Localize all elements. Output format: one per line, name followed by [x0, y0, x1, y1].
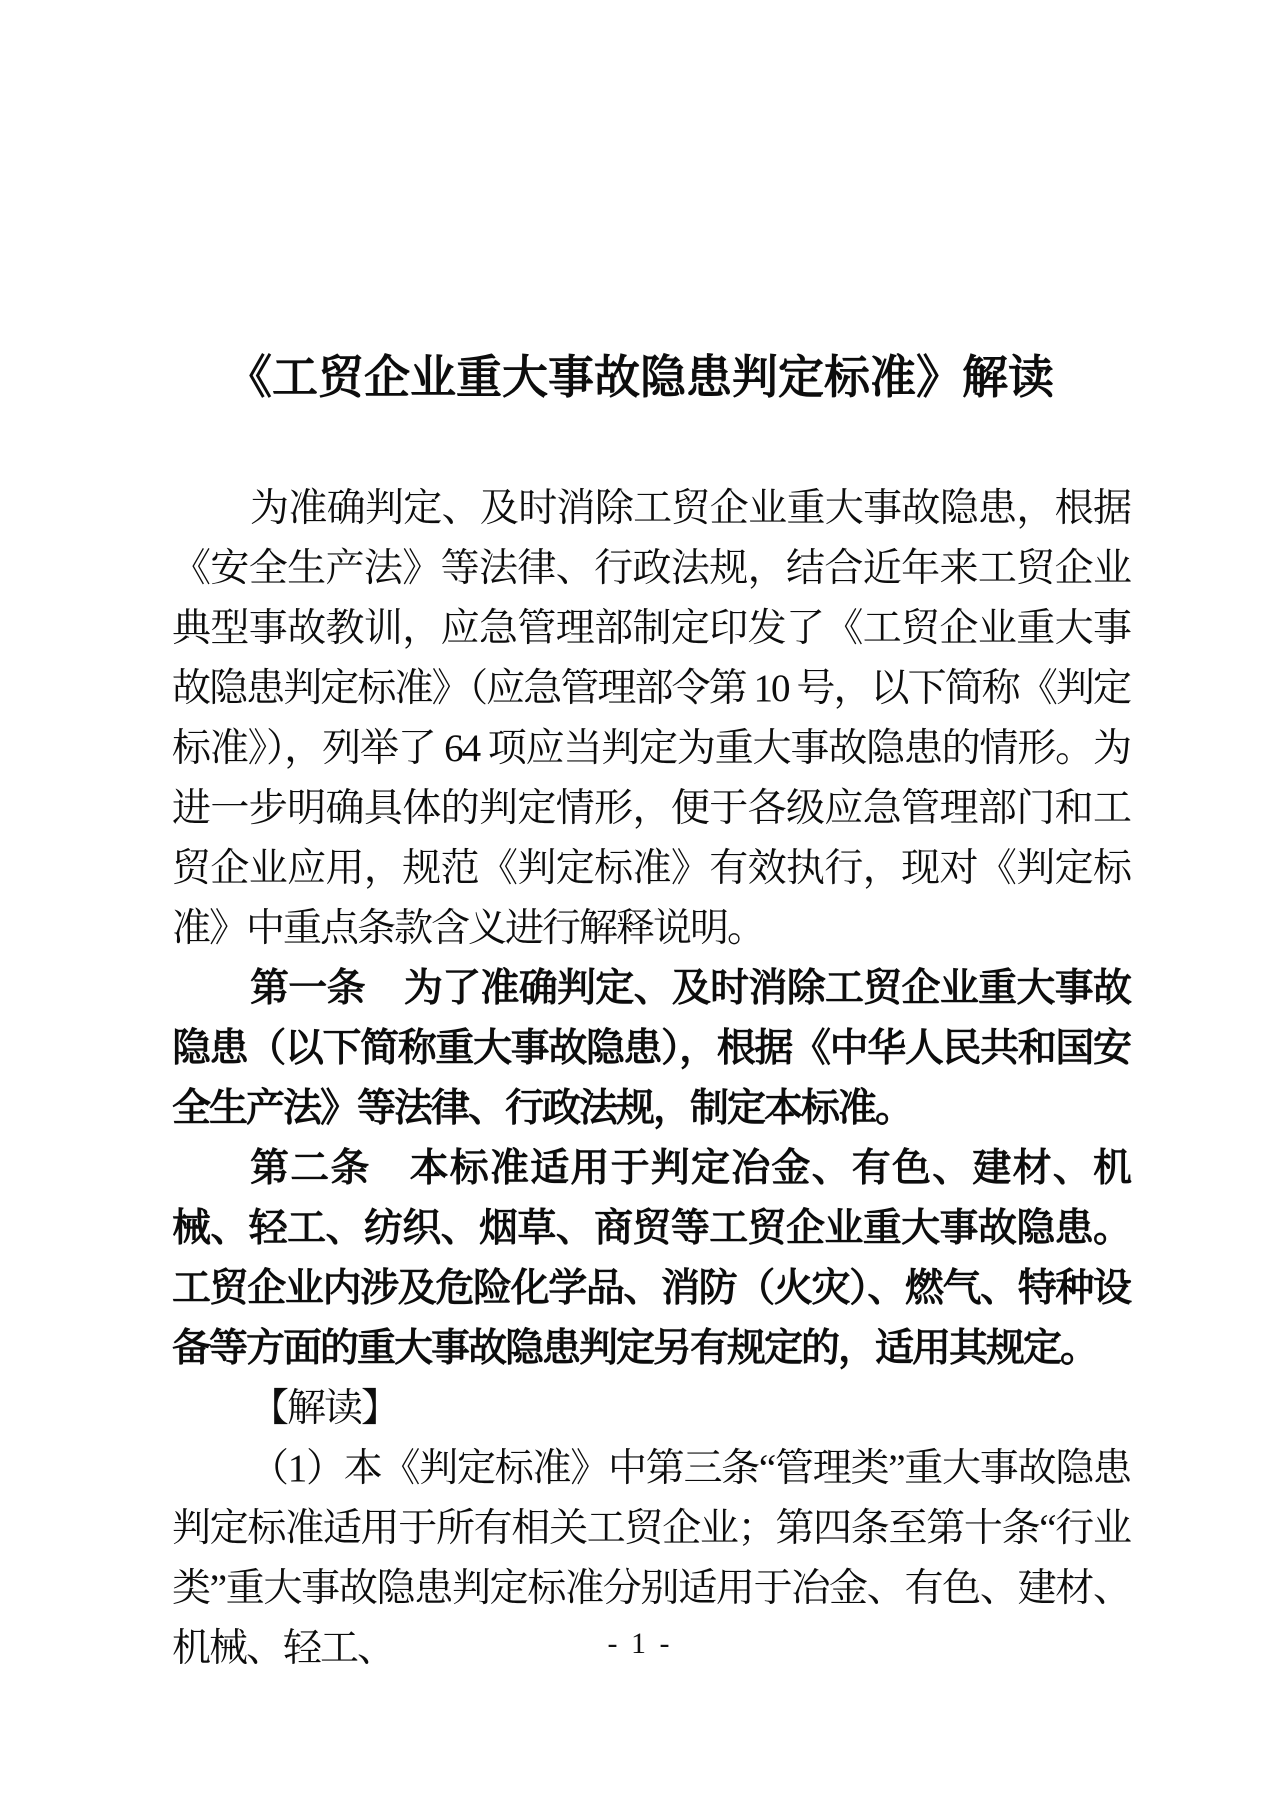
article-2-label: 第二条 [250, 1147, 371, 1190]
intro-paragraph: 为准确判定、及时消除工贸企业重大事故隐患，根据《安全生产法》等法律、行政法规，结合近年来工贸企业典型事故教训，应急管理部制定印发了《工贸企业重大事故隐患判定标准》（应急管理部令第 10 号，以下简称《判定标准》），列举了 64 项应当判定为重大事故隐患的情形。为进一步明确具体的判定情形，便于各级应急管理部门和工贸企业应用，规范《判定标准》有效执行，现对《判定标准》中重点条款含义进行解释说明。 [172, 487, 1130, 950]
article-1-label: 第一条 [250, 967, 365, 1010]
document-title-text: 《工贸企业重大事故隐患判定标准》解读 [226, 352, 1054, 403]
jiedu-item-1: （1）本《判定标准》中第三条“管理类”重大事故隐患判定标准适用于所有相关工贸企业；第四条至第十条“行业类”重大事故隐患判定标准分别适用于冶金、有色、建材、机械、轻工、 [172, 1447, 1130, 1670]
article-1-text: 为了准确判定、及时消除工贸企业重大事故隐患（以下简称重大事故隐患），根据《中华人民共和国安全生产法》等法律、行政法规，制定本标准。 [172, 967, 1130, 1130]
article-2-text: 本标准适用于判定冶金、有色、建材、机械、轻工、纺织、烟草、商贸等工贸企业重大事故隐患。工贸企业内涉及危险化学品、消防（火灾）、燃气、特种设备等方面的重大事故隐患判定另有规定的，适用其规定。 [172, 1147, 1130, 1370]
document-body [172, 479, 1130, 1679]
document-title [0, 348, 1280, 408]
jiedu-heading: 【解读】 [250, 1387, 399, 1430]
page-number: - 1 - [607, 1627, 673, 1660]
article-2-paragraph [172, 1139, 1130, 1379]
article-1-paragraph [172, 959, 1130, 1139]
